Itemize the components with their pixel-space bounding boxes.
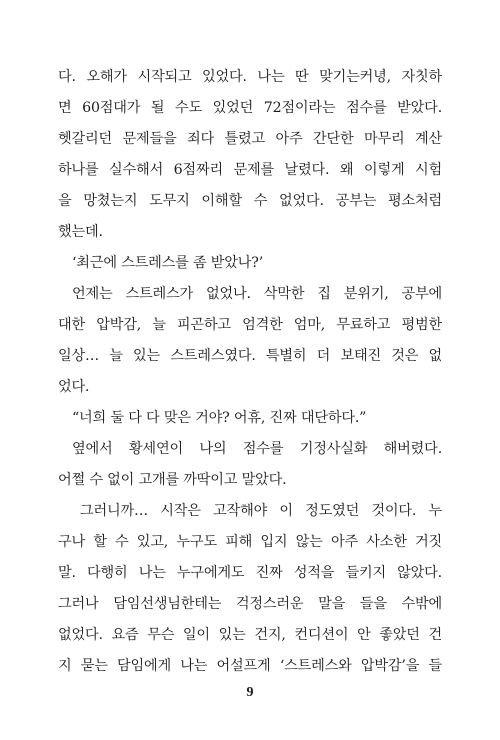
text-line: 어쩔 수 없이 고개를 까딱이고 말았다. <box>58 472 287 488</box>
text-line: 그러나 담임선생님한테는 걱정스러운 말을 들을 수밖에 <box>58 596 442 612</box>
text-line: 없었다. 요즘 무슨 일이 있는 건지, 컨디션이 안 좋았던 건 <box>58 627 442 643</box>
text-line: 말. 다행히 나는 누구에게도 진짜 성적을 들키지 않았다. <box>58 565 442 581</box>
page-number: 9 <box>246 685 254 700</box>
text-line: 대한 압박감, 늘 피곤하고 엄격한 엄마, 무료하고 평범한 <box>58 317 442 333</box>
text-line: 일상… 늘 있는 스트레스였다. 특별히 더 보태진 것은 없 <box>58 348 442 364</box>
text-line: ‘최근에 스트레스를 좀 받았나?’ <box>72 255 264 271</box>
body-text <box>58 62 442 682</box>
text-line: 하나를 실수해서 6점짜리 문제를 날렸다. 왜 이렇게 시험 <box>58 162 442 178</box>
text-line: 언제는 스트레스가 없었나. 삭막한 집 분위기, 공부에 <box>72 286 442 302</box>
text-line: 을 망쳤는지 도무지 이해할 수 없었다. 공부는 평소처럼 <box>58 193 442 209</box>
text-line: 했는데. <box>58 224 103 240</box>
text-line: 구나 할 수 있고, 누구도 피해 입지 않는 아주 사소한 거짓 <box>58 534 442 550</box>
text-line: 옆에서 황세연이 나의 점수를 기정사실화 해버렸다. <box>72 441 442 457</box>
text-line: 었다. <box>58 379 90 395</box>
text-line: 면 60점대가 될 수도 있었던 72점이라는 점수를 받았다. <box>58 100 442 116</box>
text-line: 헷갈리던 문제들을 죄다 틀렸고 아주 간단한 마무리 계산 <box>58 131 442 147</box>
text-line: “너희 둘 다 다 맞은 거야? 어휴, 진짜 대단하다.” <box>72 410 367 426</box>
text-line: 지 묻는 담임에게 나는 어설프게 ‘스트레스와 압박감’을 들 <box>58 658 442 674</box>
text-line: 다. 오해가 시작되고 있었다. 나는 딴 맞기는커녕, 자칫하 <box>58 69 442 85</box>
text-line: 그러니까… 시작은 고작해야 이 정도였던 것이다. 누 <box>80 503 442 519</box>
